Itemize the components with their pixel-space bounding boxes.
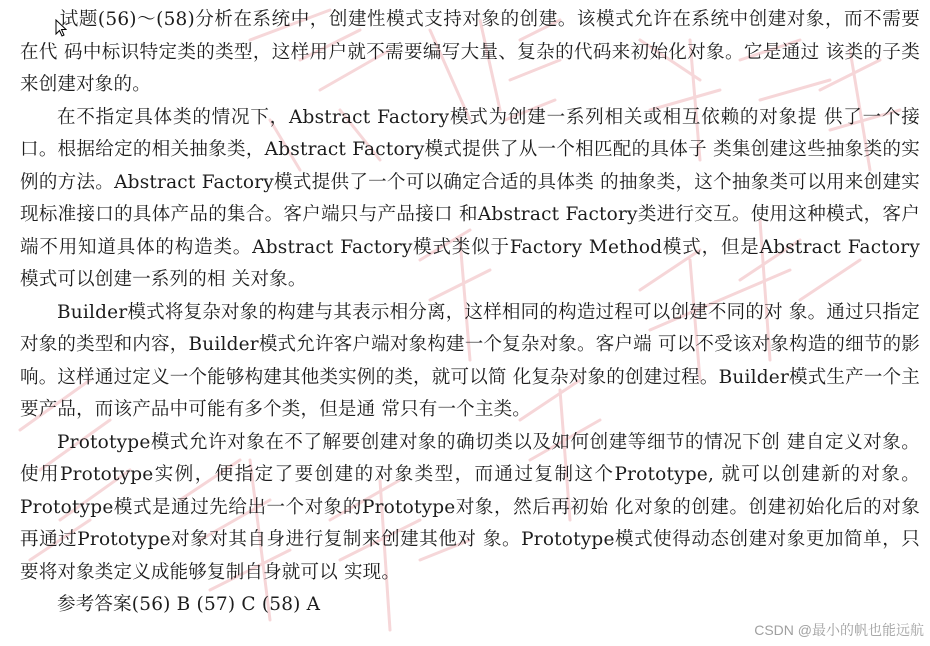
paragraph-intro: 试题(56)～(58)分析在系统中，创建性模式支持对象的创建。该模式允许在系统中创建对象，而不需要在代 码中标识特定类的类型，这样用户就不需要编写大量、复杂的代码来初始化对象。它是通过 该类的子类来创建对象的。: [20, 9, 920, 95]
reference-answer: 参考答案(56) B (57) C (58) A: [57, 594, 321, 615]
csdn-credit: CSDN @最小的帆也能远航: [754, 622, 924, 638]
paragraph-builder: Builder模式将复杂对象的构建与其表示相分离，这样相同的构造过程可以创建不同的对 象。通过只指定对象的类型和内容，Builder模式允许客户端对象构建一个复杂对象。客户端 可以不受该对象构造的细节的影响。这样通过定义一个能够构建其他类实例的类，就可以简 化复杂对象的创建过程。Builder模式生产一个主要产品，而该产品中可能有多个类，但是通 常只有一个主类。: [20, 301, 920, 420]
paragraph-prototype: Prototype模式允许对象在不了解要创建对象的确切类以及如何创建等细节的情况下创 建自定义对象。使用Prototype实例，便指定了要创建的对象类型，而通过复制这个Prototype, 就可以创建新的对象。Prototype模式是通过先给出一个对象的Prototype对象，然后再初始 化对象的创建。创建初始化后的对象再通过Prototype对象对其自身进行复制来创建其他对 象。Prototype模式使得动态创建对象更加简单，只要将对象类定义成能够复制自身就可以 实现。: [20, 431, 920, 583]
paragraph-abstract-factory: 在不指定具体类的情况下，Abstract Factory模式为创建一系列相关或相互依赖的对象提 供了一个接口。根据给定的相关抽象类，Abstract Factory模式提供了从一个相匹配的具体子 类集创建这些抽象类的实例的方法。Abstract Factory模式提供了一个可以确定合适的具体类 的抽象类，这个抽象类可以用来创建实现标准接口的具体产品的集合。客户端只与产品接口 和Abstract Factory类进行交互。使用这种模式，客户端不用知道具体的构造类。Abstract Factory模式类似于Factory Method模式，但是Abstract Factory模式可以创建一系列的相 关对象。: [20, 106, 920, 290]
document-body: [20, 4, 920, 622]
